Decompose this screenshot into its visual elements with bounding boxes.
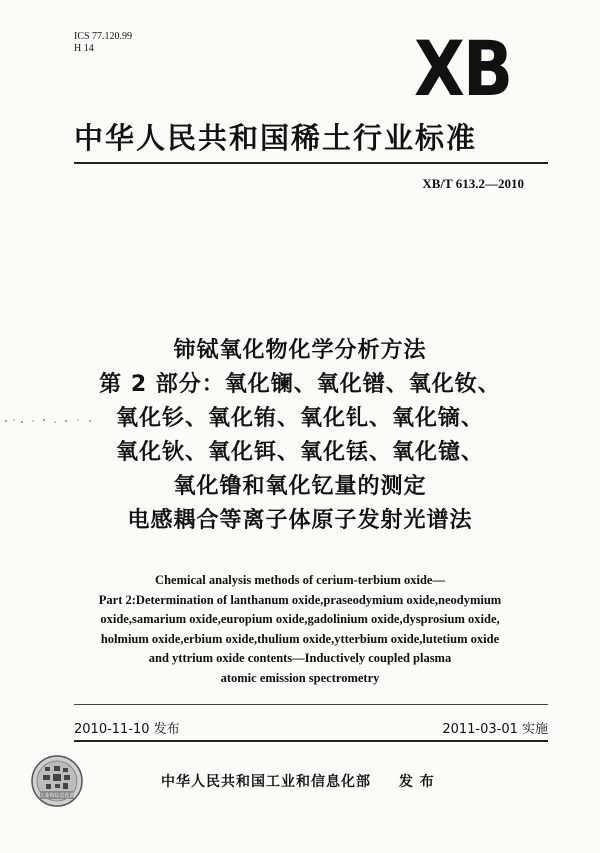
- english-title-line: and yttrium oxide contents—Inductively coupled plasma: [148, 651, 452, 665]
- english-title-line: oxide,samarium oxide,europium oxide,gadolinium oxide,dysprosium oxide,: [100, 612, 500, 626]
- standard-number: XB/T 613.2—2010: [422, 176, 524, 191]
- english-title-line: holmium oxide,erbium oxide,thulium oxide,ytterbium oxide,lutetium oxide: [100, 631, 500, 646]
- chinese-title-line: 氧化钬、氧化铒、氧化铥、氧化镱、: [115, 440, 484, 465]
- xb-logo: XB: [414, 24, 512, 114]
- chinese-title-line: 氧化钐、氧化铕、氧化钆、氧化镝、: [115, 406, 484, 431]
- english-title-line: atomic emission spectrometry: [220, 670, 380, 685]
- english-title: [40, 571, 560, 688]
- chinese-title: [0, 334, 600, 538]
- chinese-title-line: 第 2 部分：氧化镧、氧化镨、氧化钕、: [99, 372, 501, 397]
- ics-code-block: [74, 31, 132, 55]
- header-divider: [74, 162, 548, 164]
- chinese-title-line: 铈铽氧化物化学分析方法: [173, 338, 427, 363]
- issuer-action: 发 布: [398, 774, 435, 790]
- english-title-line: Chemical analysis methods of cerium-terbium oxide—: [155, 573, 445, 587]
- classification-code: H 14: [74, 43, 94, 54]
- footer-divider: [74, 740, 548, 742]
- date-divider: [74, 704, 548, 705]
- issuer-name: 中华人民共和国工业和信息化部: [161, 774, 371, 790]
- issuer: [161, 771, 435, 791]
- seal-text: 工业和信息化部: [39, 793, 75, 799]
- implementation-date: 2011-03-01 实施: [442, 722, 548, 737]
- issue-date: 2010-11-10 发布: [74, 722, 180, 737]
- english-title-line: Part 2:Determination of lanthanum oxide,praseodymium oxide,neodymium: [98, 592, 502, 607]
- standard-title: 中华人民共和国稀土行业标准: [74, 121, 478, 155]
- ics-code: ICS 77.120.99: [74, 31, 133, 42]
- chinese-title-line: 电感耦合等离子体原子发射光谱法: [127, 508, 473, 533]
- chinese-title-line: 氧化镥和氧化钇量的测定: [173, 474, 427, 499]
- seal-icon: [30, 754, 84, 808]
